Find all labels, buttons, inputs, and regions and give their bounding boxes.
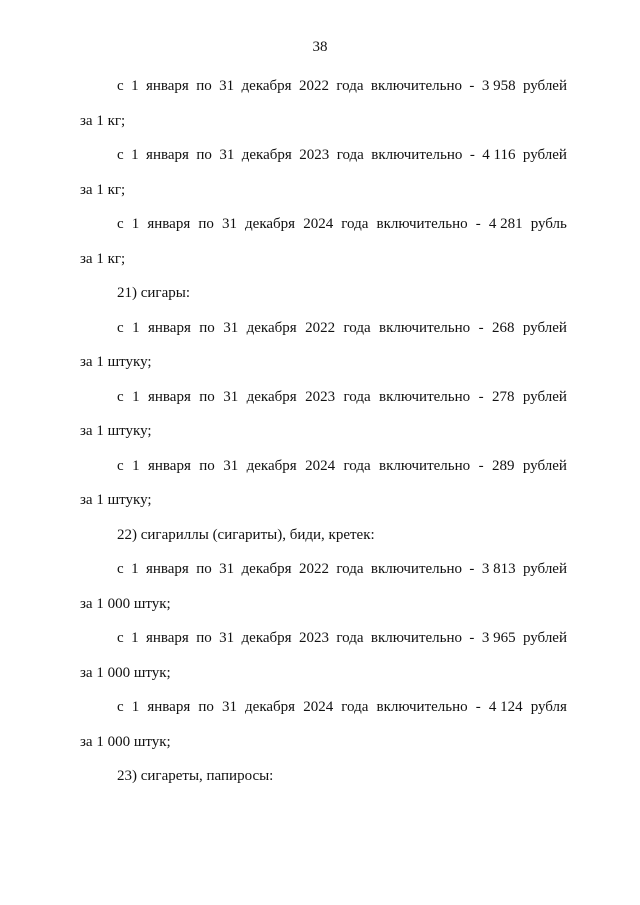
- rate-word: включительно: [371, 147, 463, 163]
- rate-word: -: [478, 457, 484, 474]
- rate-word: включительно: [370, 78, 463, 94]
- rate-word: -: [475, 216, 481, 232]
- rate-word: 1: [131, 147, 139, 163]
- rate-word: декабря: [241, 78, 292, 94]
- rate-word: включительно: [379, 457, 471, 474]
- rate-unit-line: за 1 кг;: [80, 250, 126, 267]
- rate-word: января: [145, 78, 189, 94]
- rate-word: 31: [223, 388, 239, 405]
- rate-word: 3 965: [481, 630, 516, 646]
- rate-word: с: [117, 216, 124, 232]
- rate-word: рублей: [522, 561, 567, 577]
- rate-unit-line: за 1 штуку;: [80, 492, 152, 508]
- rate-word: 31: [221, 699, 237, 715]
- rate-word: по: [198, 216, 214, 232]
- rate-word: по: [199, 388, 215, 405]
- rate-word: января: [145, 561, 189, 577]
- rate-word: 1: [131, 630, 139, 646]
- rate-word: -: [478, 319, 484, 336]
- rate-word: января: [147, 388, 191, 405]
- rate-word: рублей: [522, 78, 567, 94]
- rate-word: 1: [131, 78, 139, 94]
- section-heading: 22) сигариллы (сигариты), биди, кретек:: [117, 526, 375, 543]
- section-heading: 23) сигареты, папиросы:: [117, 768, 274, 784]
- rate-word: 3 958: [481, 78, 516, 94]
- rate-word: 2023: [298, 630, 329, 646]
- rate-word: 2022: [298, 78, 329, 94]
- rate-unit-line: за 1 кг;: [80, 181, 126, 198]
- rate-word: 268: [491, 319, 515, 336]
- rate-word: 1: [132, 457, 140, 474]
- rate-word: с: [117, 457, 124, 474]
- rate-word: с: [117, 561, 124, 577]
- rate-word: года: [343, 388, 371, 405]
- rate-word: 2023: [305, 388, 336, 405]
- rate-word: декабря: [241, 561, 292, 577]
- rate-word: года: [341, 216, 369, 232]
- rate-word: года: [336, 147, 364, 163]
- rate-word: включительно: [370, 561, 463, 577]
- rate-word: года: [341, 699, 369, 715]
- rate-word: рубль: [530, 216, 567, 232]
- rate-word: с: [117, 699, 124, 715]
- rate-word: 2023: [299, 147, 330, 163]
- rate-word: 1: [131, 699, 140, 715]
- rate-unit-line: за 1 кг;: [80, 112, 126, 129]
- rate-word: января: [147, 216, 191, 232]
- rate-word: с: [117, 78, 124, 94]
- rate-word: по: [196, 561, 212, 577]
- rate-word: 2024: [305, 457, 336, 474]
- rate-word: рублей: [522, 147, 567, 163]
- rate-unit-line: за 1 000 штук;: [80, 664, 171, 681]
- section-heading: 21) сигары:: [117, 285, 190, 301]
- rate-word: 31: [219, 78, 235, 94]
- rate-word: 289: [491, 457, 515, 474]
- rate-word: рублей: [522, 630, 567, 646]
- rate-word: по: [199, 319, 215, 336]
- rate-word: -: [478, 388, 484, 405]
- rate-line: [80, 319, 567, 354]
- rate-word: 31: [219, 561, 235, 577]
- rate-word: включительно: [376, 699, 468, 715]
- rate-line: [80, 77, 567, 112]
- rate-word: 4 281: [488, 216, 523, 232]
- rate-word: 31: [221, 216, 237, 232]
- rate-word: 31: [223, 457, 239, 474]
- rate-word: рублей: [522, 319, 567, 336]
- rate-word: включительно: [379, 319, 471, 336]
- rate-word: года: [343, 457, 371, 474]
- rate-word: с: [117, 630, 124, 646]
- rate-word: года: [336, 78, 364, 94]
- rate-word: 2022: [298, 561, 329, 577]
- rate-word: -: [469, 78, 475, 94]
- rate-unit-line: за 1 000 штук;: [80, 733, 171, 750]
- rate-unit-line: за 1 000 штук;: [80, 595, 171, 612]
- rate-word: декабря: [246, 388, 297, 405]
- rate-word: декабря: [241, 147, 292, 163]
- rate-line: [80, 560, 567, 595]
- rate-word: -: [469, 561, 475, 577]
- document-body: [80, 77, 567, 802]
- rate-word: января: [146, 147, 189, 163]
- rate-word: декабря: [245, 699, 296, 715]
- rate-line: [80, 629, 567, 664]
- rate-line: [80, 388, 567, 423]
- rate-word: 278: [491, 388, 515, 405]
- rate-word: января: [145, 630, 189, 646]
- rate-word: 1: [131, 216, 140, 232]
- rate-word: 1: [131, 561, 139, 577]
- rate-word: -: [469, 147, 475, 163]
- rate-word: по: [196, 147, 212, 163]
- rate-word: января: [147, 457, 191, 474]
- rate-word: 1: [132, 388, 140, 405]
- rate-word: рублей: [522, 457, 567, 474]
- rate-word: включительно: [370, 630, 463, 646]
- rate-word: с: [117, 147, 124, 163]
- rate-word: года: [336, 561, 364, 577]
- rate-line: [80, 698, 567, 733]
- rate-word: по: [196, 630, 212, 646]
- rate-unit-line: за 1 штуку;: [80, 354, 152, 370]
- rate-word: рубля: [530, 699, 567, 715]
- rate-word: с: [117, 388, 124, 405]
- rate-word: 31: [223, 319, 239, 336]
- rate-unit-line: за 1 штуку;: [80, 423, 152, 439]
- rate-word: включительно: [379, 388, 471, 405]
- rate-word: 2024: [303, 216, 334, 232]
- rate-word: января: [147, 699, 191, 715]
- rate-word: 31: [219, 147, 235, 163]
- rate-word: 3 813: [481, 561, 516, 577]
- rate-word: декабря: [246, 457, 297, 474]
- rate-word: -: [469, 630, 475, 646]
- rate-word: года: [336, 630, 364, 646]
- rate-line: [80, 146, 567, 181]
- rate-word: 2022: [305, 319, 336, 336]
- rate-word: 2024: [303, 699, 334, 715]
- rate-word: года: [343, 319, 371, 336]
- rate-word: декабря: [245, 216, 296, 232]
- rate-word: -: [475, 699, 481, 715]
- rate-word: декабря: [246, 319, 297, 336]
- page-number: 38: [312, 39, 328, 55]
- rate-word: 4 116: [482, 147, 516, 163]
- rate-word: 31: [219, 630, 235, 646]
- rate-line: [80, 457, 567, 492]
- rate-word: января: [147, 319, 191, 336]
- rate-word: по: [199, 457, 215, 474]
- rate-word: по: [196, 78, 212, 94]
- rate-word: декабря: [241, 630, 292, 646]
- rate-word: 4 124: [488, 699, 523, 715]
- rate-word: включительно: [376, 216, 468, 232]
- rate-word: 1: [132, 319, 140, 336]
- rate-line: [80, 215, 567, 250]
- rate-word: с: [117, 319, 124, 336]
- rate-word: рублей: [522, 388, 567, 405]
- rate-word: по: [198, 699, 214, 715]
